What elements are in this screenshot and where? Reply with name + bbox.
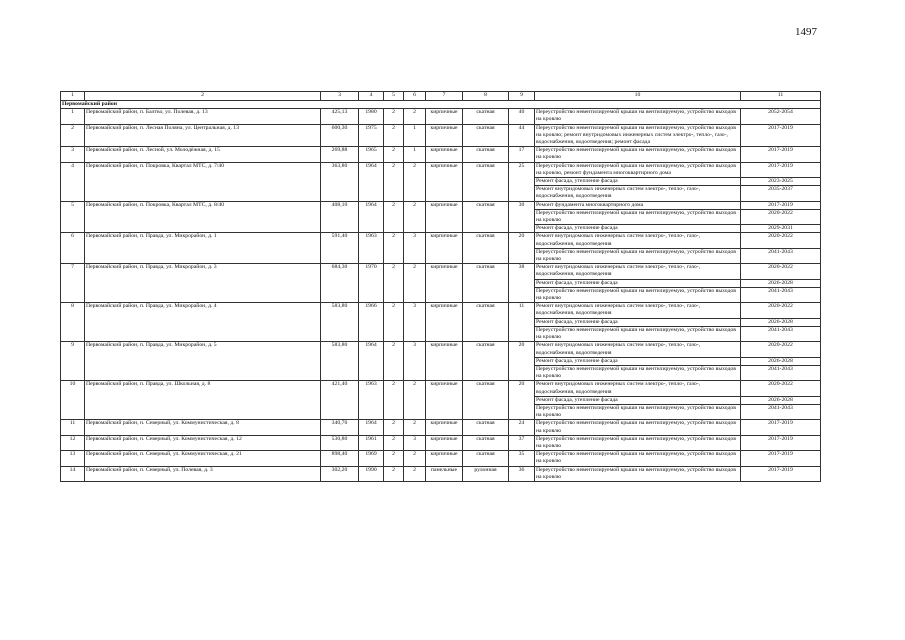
work-description: Ремонт внутридомовых инженерных систем электро-, тепло-, газо-, водоснабжения, водоотведения [535,264,741,279]
wall-material: кирпичные [426,342,463,381]
wall-material: кирпичные [426,109,463,124]
roof-type: скатная [463,420,509,435]
building-area: 583,80 [321,303,359,342]
work-period: 2020-2022 [741,264,821,279]
building-address: Первомайский район, п. Правда, ул. Микрорайон, д. 3 [85,264,321,303]
table-row [61,303,821,318]
work-description: Переустройство невентилируемой крыши на вентилируемую, устройство выходов на кровлю [535,209,741,224]
wall-material: кирпичные [426,303,463,342]
roof-type: скатная [463,381,509,420]
building-address: Первомайский район, п. Правда, ул. Микрорайон, д. 1 [85,233,321,264]
roof-type: скатная [463,162,509,201]
row-number: 3 [61,147,85,162]
column-header: 7 [426,92,463,101]
work-description: Ремонт фасада, утепление фасада [535,178,741,186]
column-number-row [61,92,821,101]
floors-count: 2 [384,162,404,201]
entrances-count: 2 [404,381,426,420]
district-name: Первомайский район [61,101,821,109]
wall-material: кирпичные [426,233,463,264]
work-period: 2026-2028 [741,357,821,365]
roof-type: рулонная [463,466,509,481]
row-number: 12 [61,435,85,450]
column-header: 6 [404,92,426,101]
work-period: 2017-2019 [741,435,821,450]
wall-material: кирпичные [426,124,463,147]
build-year: 1963 [359,233,384,264]
building-address: Первомайский район, п. Северный, ул. Коммунистическая, д. 8 [85,420,321,435]
work-description: Переустройство невентилируемой крыши на вентилируемую, устройство выходов на кровлю [535,420,741,435]
district-row [61,101,821,109]
work-description: Ремонт фасада, утепление фасада [535,318,741,326]
wall-material: кирпичные [426,264,463,303]
work-description: Переустройство невентилируемой крыши на вентилируемую, устройство выходов на кровлю [535,109,741,124]
column-header: 11 [741,92,821,101]
residents-count: 36 [509,466,535,481]
building-area: 421,40 [321,381,359,420]
work-description: Ремонт фасада, утепление фасада [535,225,741,233]
table-row [61,451,821,466]
entrances-count: 3 [404,435,426,450]
entrances-count: 2 [404,264,426,303]
row-number: 6 [61,233,85,264]
column-header: 5 [384,92,404,101]
build-year: 1975 [359,124,384,147]
building-area: 684,30 [321,264,359,303]
work-period: 2026-2028 [741,318,821,326]
column-header: 3 [321,92,359,101]
work-period: 2017-2019 [741,124,821,147]
building-area: 591,40 [321,233,359,264]
build-year: 1965 [359,147,384,162]
table-row [61,342,821,357]
work-period: 2017-2019 [741,451,821,466]
work-description: Переустройство невентилируемой крыши на вентилируемую, устройство выходов на кровлю; ремонт внутридомовых инженерных систем электро-, тепло-, газо-, водоснабжения, водоотведения; ремонт фасада [535,124,741,147]
entrances-count: 2 [404,451,426,466]
residents-count: 17 [509,147,535,162]
work-period: 2029-2031 [741,225,821,233]
residents-count: 37 [509,435,535,450]
residents-count: 24 [509,420,535,435]
work-period: 2023-2025 [741,178,821,186]
roof-type: скатная [463,147,509,162]
build-year: 1969 [359,451,384,466]
work-period: 2020-2022 [741,209,821,224]
work-description: Переустройство невентилируемой крыши на вентилируемую, устройство выходов на кровлю [535,287,741,302]
entrances-count: 2 [404,201,426,233]
build-year: 1970 [359,264,384,303]
work-period: 2041-2043 [741,365,821,380]
entrances-count: 2 [404,466,426,481]
row-number: 13 [61,451,85,466]
work-description: Переустройство невентилируемой крыши на вентилируемую, устройство выходов на кровлю [535,365,741,380]
building-address: Первомайский район, п. Лесной, ул. Молодёжная, д. 15 [85,147,321,162]
row-number: 4 [61,162,85,201]
work-period: 2041-2043 [741,287,821,302]
work-description: Переустройство невентилируемой крыши на вентилируемую, устройство выходов на кровлю, ремонт фундамента многоквартирного дома [535,162,741,177]
building-area: 898,40 [321,451,359,466]
row-number: 7 [61,264,85,303]
work-period: 2017-2019 [741,201,821,209]
row-number: 2 [61,124,85,147]
entrances-count: 3 [404,342,426,381]
residents-count: 40 [509,109,535,124]
floors-count: 2 [384,109,404,124]
building-address: Первомайский район, п. Балтко, ул. Полевая, д. 13 [85,109,321,124]
work-period: 2017-2019 [741,162,821,177]
building-area: 269,88 [321,147,359,162]
residents-count: 11 [509,303,535,342]
building-address: Первомайский район, п. Северный, ул. Полевая, д. 3 [85,466,321,481]
work-period: 2017-2019 [741,147,821,162]
row-number: 11 [61,420,85,435]
building-address: Первомайский район, п. Покровка, Квартал МТС, д. 7/40 [85,162,321,201]
work-description: Переустройство невентилируемой крыши на вентилируемую, устройство выходов на кровлю [535,147,741,162]
residents-count: 20 [509,233,535,264]
residents-count: 20 [509,381,535,420]
roof-type: скатная [463,264,509,303]
work-period: 2041-2043 [741,326,821,341]
roof-type: скатная [463,109,509,124]
floors-count: 2 [384,233,404,264]
floors-count: 2 [384,342,404,381]
floors-count: 2 [384,124,404,147]
building-address: Первомайский район, п. Правда, ул. Школьная, д. 8 [85,381,321,420]
build-year: 1966 [359,303,384,342]
residents-count: 38 [509,264,535,303]
wall-material: кирпичные [426,162,463,201]
roof-type: скатная [463,451,509,466]
building-address: Первомайский район, п. Правда, ул. Микрорайон, д. 4 [85,303,321,342]
building-address: Первомайский район, п. Покровка, Квартал МТС, д. 8/40 [85,201,321,233]
entrances-count: 2 [404,162,426,201]
table-row [61,466,821,481]
floors-count: 2 [384,466,404,481]
row-number: 10 [61,381,85,420]
table-row [61,201,821,209]
build-year: 1964 [359,420,384,435]
column-header: 8 [463,92,509,101]
build-year: 1963 [359,381,384,420]
work-period: 2026-2028 [741,279,821,287]
wall-material: кирпичные [426,147,463,162]
work-description: Переустройство невентилируемой крыши на вентилируемую, устройство выходов на кровлю [535,435,741,450]
entrances-count: 2 [404,420,426,435]
building-address: Первомайский район, п. Лесная Поляна, ул. Центральная, д. 13 [85,124,321,147]
building-area: 600,30 [321,124,359,147]
table-row [61,264,821,279]
table-row [61,109,821,124]
row-number: 14 [61,466,85,481]
floors-count: 2 [384,381,404,420]
residents-count: 30 [509,201,535,233]
building-area: 583,80 [321,342,359,381]
work-description: Ремонт внутридомовых инженерных систем электро-, тепло-, газо-, водоснабжения, водоотведения [535,381,741,396]
work-period: 2020-2022 [741,342,821,357]
work-period: 2020-2022 [741,303,821,318]
table-body [61,92,821,482]
build-year: 1964 [359,201,384,233]
building-address: Первомайский район, п. Северный, ул. Коммунистическая, д. 12 [85,435,321,450]
entrances-count: 1 [404,124,426,147]
work-period: 2052-2054 [741,109,821,124]
table-row [61,420,821,435]
work-description: Ремонт фасада, утепление фасада [535,279,741,287]
table-row [61,233,821,248]
wall-material: кирпичные [426,451,463,466]
floors-count: 2 [384,264,404,303]
building-area: 530,80 [321,435,359,450]
residents-count: 20 [509,342,535,381]
work-period: 2020-2022 [741,233,821,248]
work-period: 2017-2019 [741,420,821,435]
work-description: Ремонт внутридомовых инженерных систем электро-, тепло-, газо-, водоснабжения, водоотведения [535,233,741,248]
building-address: Первомайский район, п. Правда, ул. Микрорайон, д. 5 [85,342,321,381]
work-period: 2017-2019 [741,466,821,481]
residents-count: 44 [509,124,535,147]
floors-count: 2 [384,201,404,233]
work-description: Переустройство невентилируемой крыши на вентилируемую, устройство выходов на кровлю [535,466,741,481]
table-row [61,124,821,147]
work-description: Ремонт внутридомовых инженерных систем электро-, тепло-, газо-, водоснабжения, водоотведения [535,186,741,201]
work-period: 2041-2043 [741,404,821,419]
floors-count: 2 [384,451,404,466]
work-description: Ремонт внутридомовых инженерных систем электро-, тепло-, газо-, водоснабжения, водоотведения [535,342,741,357]
capital-repair-table [60,91,821,482]
roof-type: скатная [463,303,509,342]
work-description: Переустройство невентилируемой крыши на вентилируемую, устройство выходов на кровлю [535,404,741,419]
roof-type: скатная [463,233,509,264]
row-number: 9 [61,342,85,381]
work-description: Переустройство невентилируемой крыши на вентилируемую, устройство выходов на кровлю [535,326,741,341]
work-description: Ремонт внутридомовых инженерных систем электро-, тепло-, газо-, водоснабжения, водоотведения [535,303,741,318]
floors-count: 2 [384,303,404,342]
column-header: 4 [359,92,384,101]
building-area: 363,80 [321,162,359,201]
column-header: 10 [535,92,741,101]
floors-count: 2 [384,420,404,435]
table-row [61,435,821,450]
floors-count: 2 [384,147,404,162]
work-period: 2026-2028 [741,396,821,404]
entrances-count: 1 [404,147,426,162]
column-header: 1 [61,92,85,101]
building-area: 340,70 [321,420,359,435]
building-address: Первомайский район, п. Северный, ул. Коммунистическая, д. 21 [85,451,321,466]
wall-material: панельные [426,466,463,481]
roof-type: скатная [463,435,509,450]
residents-count: 25 [509,162,535,201]
entrances-count: 3 [404,233,426,264]
work-description: Ремонт фундамента многоквартирного дома [535,201,741,209]
building-area: 408,10 [321,201,359,233]
table-row [61,381,821,396]
table-row [61,147,821,162]
work-description: Переустройство невентилируемой крыши на вентилируемую, устройство выходов на кровлю [535,451,741,466]
build-year: 1964 [359,342,384,381]
residents-count: 35 [509,451,535,466]
wall-material: кирпичные [426,435,463,450]
entrances-count: 3 [404,303,426,342]
column-header: 9 [509,92,535,101]
work-description: Переустройство невентилируемой крыши на вентилируемую, устройство выходов на кровлю [535,248,741,263]
build-year: 1990 [359,466,384,481]
build-year: 1961 [359,435,384,450]
column-header: 2 [85,92,321,101]
build-year: 1964 [359,162,384,201]
floors-count: 2 [384,435,404,450]
roof-type: скатная [463,201,509,233]
roof-type: скатная [463,124,509,147]
entrances-count: 2 [404,109,426,124]
work-description: Ремонт фасада, утепление фасада [535,357,741,365]
wall-material: кирпичные [426,381,463,420]
building-area: 302,20 [321,466,359,481]
row-number: 8 [61,303,85,342]
building-area: 425,13 [321,109,359,124]
row-number: 1 [61,109,85,124]
work-description: Ремонт фасада, утепление фасада [535,396,741,404]
wall-material: кирпичные [426,201,463,233]
work-period: 2041-2043 [741,248,821,263]
row-number: 5 [61,201,85,233]
page-number: 1497 [795,26,817,38]
work-period: 2035-2037 [741,186,821,201]
wall-material: кирпичные [426,420,463,435]
table-row [61,162,821,177]
roof-type: скатная [463,342,509,381]
work-period: 2020-2022 [741,381,821,396]
build-year: 1980 [359,109,384,124]
